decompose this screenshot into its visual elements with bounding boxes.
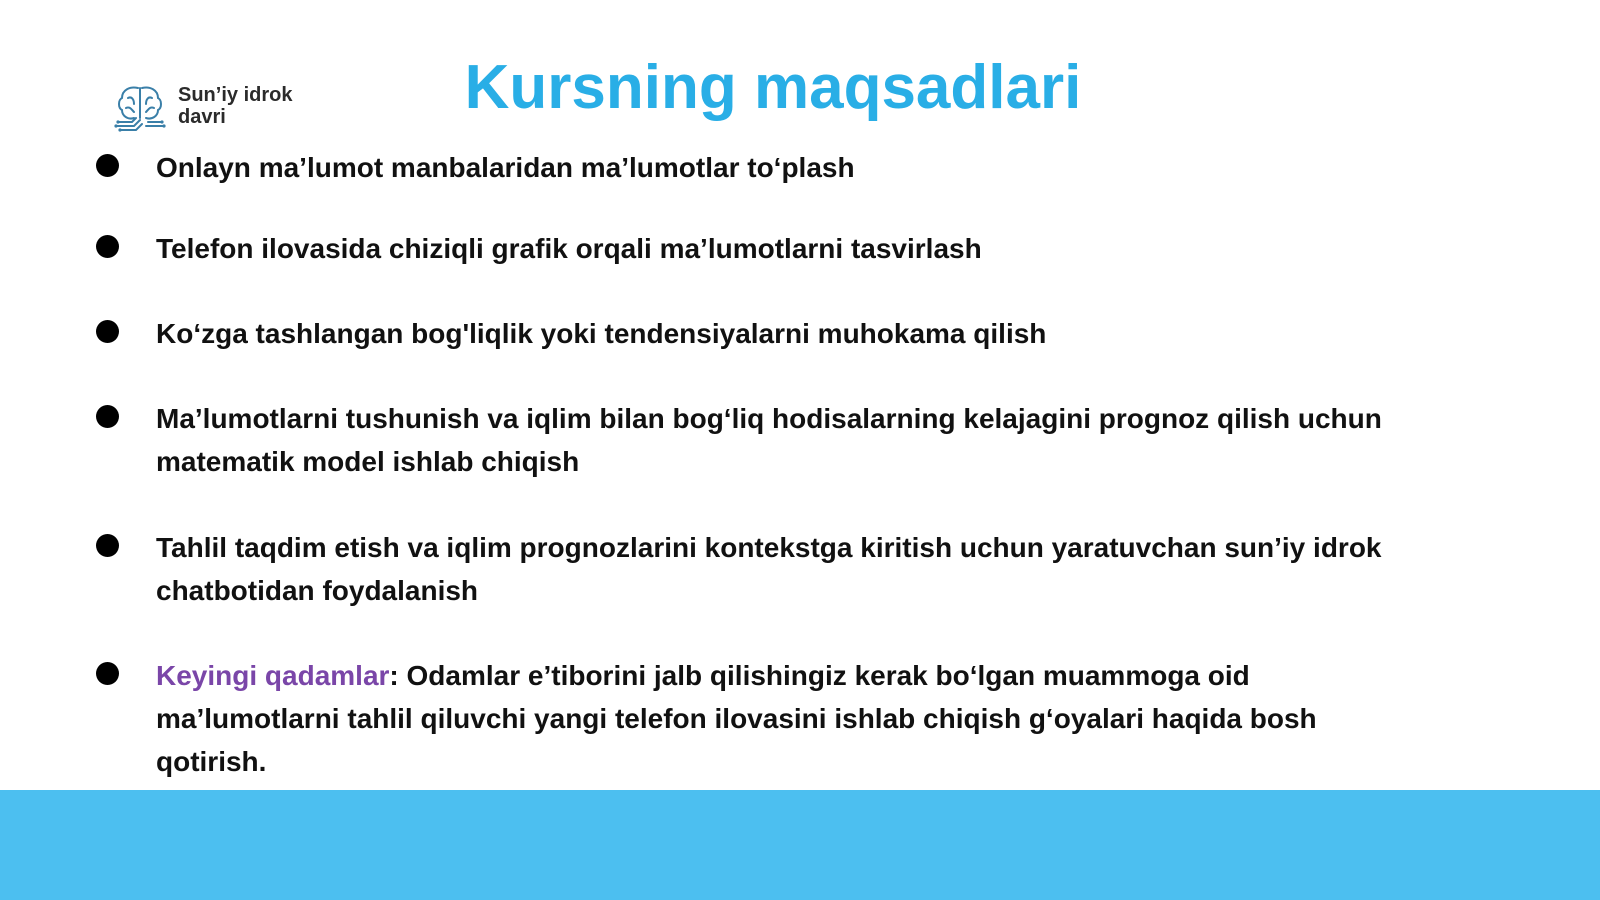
- goal-text: Telefon ilovasida chiziqli grafik orqali ma’lumotlarni tasvirlash: [156, 233, 982, 264]
- bullet-icon: [96, 235, 119, 258]
- goal-item-4: [96, 397, 1396, 483]
- bullet-icon: [96, 534, 119, 557]
- goal-text: Onlayn ma’lumot manbalaridan ma’lumotlar to‘plash: [156, 152, 855, 183]
- bullet-icon: [96, 405, 119, 428]
- goal-text: Ma’lumotlarni tushunish va iqlim bilan bog‘liq hodisalarning kelajagini prognoz qilish uchun matematik model ishlab chiqish: [156, 403, 1382, 477]
- bullet-icon: [96, 662, 119, 685]
- goal-text: [156, 654, 1396, 783]
- next-steps-label: Keyingi qadamlar: [156, 660, 390, 691]
- page-title: Kursning maqsadlari: [464, 53, 1082, 122]
- goal-item-1: [96, 146, 1396, 189]
- goal-text: Ko‘zga tashlangan bog'liqlik yoki tendensiyalarni muhokama qilish: [156, 318, 1047, 349]
- logo-line-2: davri: [178, 106, 226, 128]
- logo-line-1: Sun’iy idrok: [178, 84, 293, 106]
- footer-band: [0, 790, 1600, 900]
- next-steps-text: : Odamlar e’tiborini jalb qilishingiz kerak bo‘lgan muammoga oid ma’lumotlarni tahlil qiluvchi yangi telefon ilovasini ishlab chiqish g‘oyalari haqida bosh qotirish.: [156, 660, 1317, 777]
- goal-item-3: [96, 312, 1396, 355]
- bullet-icon: [96, 154, 119, 177]
- goal-text: Tahlil taqdim etish va iqlim prognozlarini kontekstga kiritish uchun yaratuvchan sun’iy idrok chatbotidan foydalanish: [156, 532, 1382, 606]
- goal-item-2: [96, 227, 1396, 270]
- goal-item-5: [96, 526, 1396, 612]
- goal-item-6: [96, 654, 1396, 783]
- bullet-icon: [96, 320, 119, 343]
